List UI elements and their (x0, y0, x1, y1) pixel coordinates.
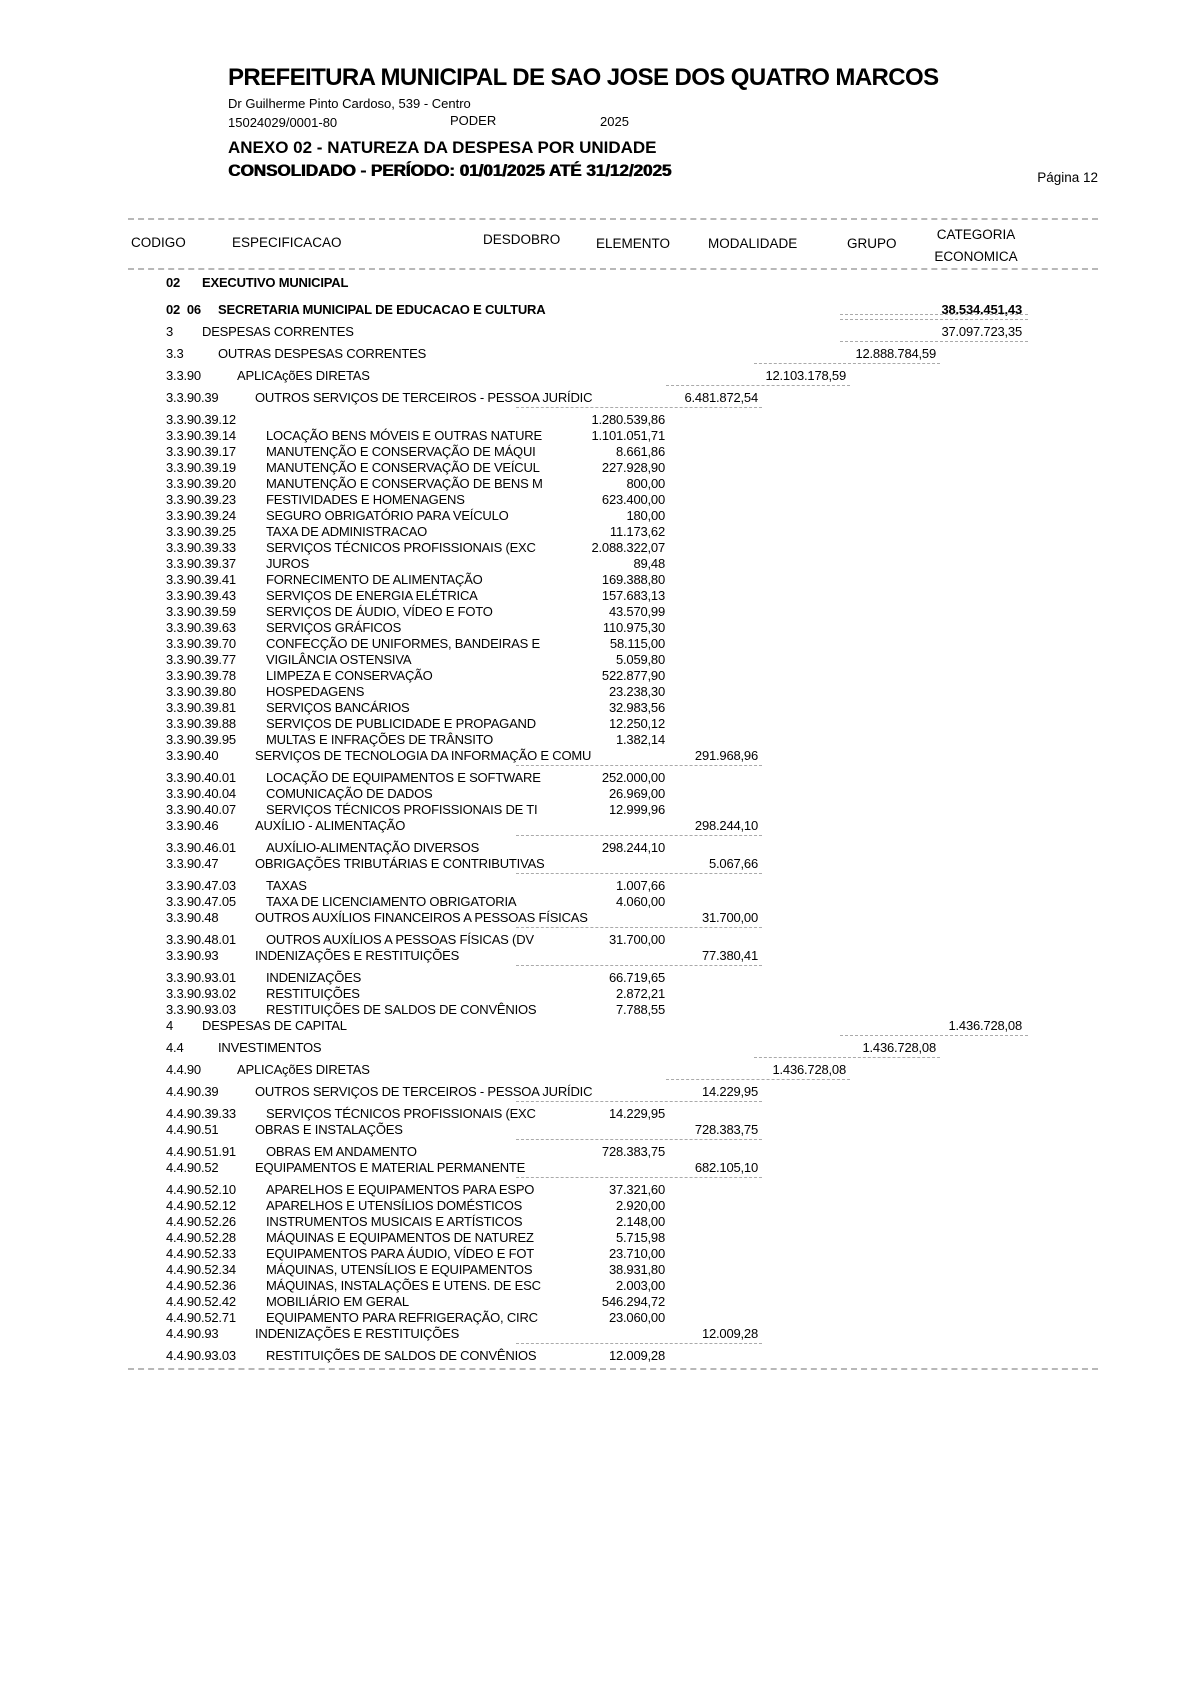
row-description: INDENIZAÇÕES (266, 970, 362, 985)
table-row (128, 785, 1098, 801)
row-code: 3.3.90.40.04 (166, 786, 236, 801)
entity-address: Dr Guilherme Pinto Cardoso, 539 - Centro (228, 96, 471, 111)
row-value-desdobro: 169.388,80 (601, 572, 665, 587)
row-code: 4.4.90.93 (166, 1326, 219, 1341)
row-value-desdobro: 546.294,72 (601, 1294, 665, 1309)
row-code: 3.3.90.47.03 (166, 878, 236, 893)
row-code: 4.4.90.52 (166, 1160, 219, 1175)
row-value-desdobro: 31.700,00 (608, 932, 665, 947)
row-code: 4.4.90.52.71 (166, 1310, 236, 1325)
table-row (128, 699, 1098, 715)
table-row (128, 443, 1098, 459)
row-description: TAXAS (266, 878, 307, 893)
row-value-desdobro: 14.229,95 (608, 1106, 665, 1121)
row-description: OUTROS AUXÍLIOS A PESSOAS FÍSICAS (DV (266, 932, 534, 947)
row-code: 3.3.90.39.14 (166, 428, 236, 443)
table-row (128, 571, 1098, 587)
row-value-categoria: 37.097.723,35 (941, 324, 1022, 339)
row-description: SERVIÇOS TÉCNICOS PROFISSIONAIS (EXC (266, 1106, 536, 1121)
subtotal-rule (840, 314, 1028, 320)
row-description: APARELHOS E UTENSÍLIOS DOMÉSTICOS (266, 1198, 523, 1213)
table-row (128, 931, 1098, 947)
table-row (128, 1017, 1098, 1036)
row-description: SERVIÇOS TÉCNICOS PROFISSIONAIS DE TI (266, 802, 538, 817)
row-code: 4.4.90.52.36 (166, 1278, 236, 1293)
row-code: 3.3.90.39.37 (166, 556, 236, 571)
row-code: 3.3.90.48 (166, 910, 219, 925)
table-row (128, 683, 1098, 699)
row-code: 3.3.90.39.12 (166, 412, 236, 427)
row-value-grupo: 1.436.728,08 (862, 1040, 936, 1055)
row-code: 3.3.90.47.05 (166, 894, 236, 909)
row-value-desdobro: 800,00 (626, 476, 665, 491)
row-code: 3.3.90.39.20 (166, 476, 236, 491)
row-code: 3.3.90 (166, 368, 201, 383)
table-row (128, 1001, 1098, 1017)
row-code: 02 06 (166, 302, 201, 317)
table-row (128, 389, 1098, 408)
row-code: 3.3.90.46.01 (166, 840, 236, 855)
row-code: 3.3.90.39.43 (166, 588, 236, 603)
table-row (128, 893, 1098, 909)
subtotal-rule (840, 1035, 1028, 1036)
table-row (128, 947, 1098, 966)
row-description: MANUTENÇÃO E CONSERVAÇÃO DE MÁQUI (266, 444, 536, 459)
subtotal-rule (516, 765, 762, 766)
row-code: 4.4.90.39.33 (166, 1106, 236, 1121)
row-value-modalidade: 12.103.178,59 (765, 368, 846, 383)
row-description: EQUIPAMENTOS PARA ÁUDIO, VÍDEO E FOT (266, 1246, 535, 1261)
row-description: MOBILIÁRIO EM GERAL (266, 1294, 409, 1309)
row-value-elemento: 12.009,28 (701, 1326, 758, 1341)
row-description: OUTROS SERVIÇOS DE TERCEIROS - PESSOA JURÍDIC (255, 1084, 593, 1099)
row-description: RESTITUIÇÕES DE SALDOS DE CONVÊNIOS (266, 1002, 537, 1017)
row-code: 3.3.90.93.03 (166, 1002, 236, 1017)
table-row (128, 1143, 1098, 1159)
row-code: 3.3 (166, 346, 184, 361)
row-value-grupo: 12.888.784,59 (855, 346, 936, 361)
table-row (128, 1181, 1098, 1197)
row-code: 4.4.90 (166, 1062, 201, 1077)
table-row (128, 651, 1098, 667)
row-description: OBRAS EM ANDAMENTO (266, 1144, 417, 1159)
row-description: COMUNICAÇÃO DE DADOS (266, 786, 433, 801)
table-row (128, 427, 1098, 443)
table-row (128, 969, 1098, 985)
table-row (128, 817, 1098, 836)
row-description: CONFECÇÃO DE UNIFORMES, BANDEIRAS E (266, 636, 540, 651)
row-description: HOSPEDAGENS (266, 684, 365, 699)
row-value-elemento: 298.244,10 (694, 818, 758, 833)
row-value-desdobro: 1.382,14 (615, 732, 665, 747)
table-row (128, 1105, 1098, 1121)
column-header-desdobro: DESDOBRO (483, 232, 561, 247)
subtotal-rule (516, 873, 762, 874)
table-row (128, 301, 1098, 320)
row-code: 3.3.90.39.33 (166, 540, 236, 555)
row-value-elemento: 77.380,41 (701, 948, 758, 963)
row-description: EQUIPAMENTOS E MATERIAL PERMANENTE (255, 1160, 526, 1175)
row-description: AUXÍLIO-ALIMENTAÇÃO DIVERSOS (266, 840, 480, 855)
table-row (128, 1061, 1098, 1080)
row-value-desdobro: 180,00 (626, 508, 665, 523)
row-code: 3.3.90.39.95 (166, 732, 236, 747)
row-value-desdobro: 298.244,10 (601, 840, 665, 855)
row-code: 4.4.90.93.03 (166, 1348, 236, 1363)
row-description: OUTROS SERVIÇOS DE TERCEIROS - PESSOA JURÍDIC (255, 390, 593, 405)
row-value-desdobro: 12.009,28 (608, 1348, 665, 1363)
row-code: 3.3.90.47 (166, 856, 219, 871)
row-value-elemento: 6.481.872,54 (684, 390, 758, 405)
row-code: 3.3.90.39.19 (166, 460, 236, 475)
table-row (128, 909, 1098, 928)
row-value-elemento: 682.105,10 (694, 1160, 758, 1175)
table-row (128, 1213, 1098, 1229)
row-code: 3.3.90.39.81 (166, 700, 236, 715)
row-description: OBRIGAÇÕES TRIBUTÁRIAS E CONTRIBUTIVAS (255, 856, 545, 871)
table-row (128, 323, 1098, 342)
row-description: LOCAÇÃO BENS MÓVEIS E OUTRAS NATURE (266, 428, 542, 443)
row-description: RESTITUIÇÕES DE SALDOS DE CONVÊNIOS (266, 1348, 537, 1363)
table-row (128, 367, 1098, 386)
table-row (128, 1197, 1098, 1213)
table-row (128, 345, 1098, 364)
row-description: RESTITUIÇÕES (266, 986, 360, 1001)
row-description: LIMPEZA E CONSERVAÇÃO (266, 668, 433, 683)
table-row (128, 985, 1098, 1001)
report-year: 2025 (600, 114, 629, 129)
row-value-desdobro: 2.088.322,07 (591, 540, 665, 555)
row-description: SERVIÇOS BANCÁRIOS (266, 700, 410, 715)
row-code: 3.3.90.39.41 (166, 572, 236, 587)
column-header-categoria-line1: CATEGORIA (936, 227, 1016, 242)
row-description: SERVIÇOS DE TECNOLOGIA DA INFORMAÇÃO E COMU (255, 748, 592, 763)
row-code: 4.4.90.52.10 (166, 1182, 236, 1197)
row-code: 3.3.90.48.01 (166, 932, 236, 947)
row-value-desdobro: 1.280.539,86 (591, 412, 665, 427)
row-value-desdobro: 1.007,66 (615, 878, 665, 893)
row-code: 4.4.90.52.28 (166, 1230, 236, 1245)
row-description: OUTRAS DESPESAS CORRENTES (218, 346, 427, 361)
row-description: AUXÍLIO - ALIMENTAÇÃO (255, 818, 406, 833)
row-description: SERVIÇOS GRÁFICOS (266, 620, 402, 635)
row-code: 3.3.90.39.78 (166, 668, 236, 683)
row-description: SERVIÇOS DE ENERGIA ELÉTRICA (266, 588, 478, 603)
row-value-desdobro: 37.321,60 (608, 1182, 665, 1197)
row-code: 4.4.90.51 (166, 1122, 219, 1137)
row-code: 3.3.90.40.07 (166, 802, 236, 817)
row-value-desdobro: 728.383,75 (601, 1144, 665, 1159)
row-description: JUROS (266, 556, 310, 571)
row-description: SECRETARIA MUNICIPAL DE EDUCACAO E CULTURA (218, 302, 546, 317)
row-code: 3.3.90.39.25 (166, 524, 236, 539)
row-value-desdobro: 2.872,21 (615, 986, 665, 1001)
row-value-desdobro: 12.999,96 (608, 802, 665, 817)
row-description: SERVIÇOS DE PUBLICIDADE E PROPAGAND (266, 716, 536, 731)
row-code: 4.4.90.39 (166, 1084, 219, 1099)
row-code: 3.3.90.39.17 (166, 444, 236, 459)
row-value-desdobro: 12.250,12 (608, 716, 665, 731)
row-code: 3.3.90.39.80 (166, 684, 236, 699)
row-value-desdobro: 522.877,90 (601, 668, 665, 683)
table-row (128, 1121, 1098, 1140)
column-header-categoria-line2: ECONOMICA (934, 249, 1018, 264)
table-row (128, 855, 1098, 874)
row-value-desdobro: 23.238,30 (608, 684, 665, 699)
row-value-desdobro: 157.683,13 (601, 588, 665, 603)
row-description: SERVIÇOS DE ÁUDIO, VÍDEO E FOTO (266, 604, 493, 619)
row-value-desdobro: 7.788,55 (615, 1002, 665, 1017)
row-value-desdobro: 23.060,00 (608, 1310, 665, 1325)
report-title: ANEXO 02 - NATUREZA DA DESPESA POR UNIDADE (228, 138, 657, 157)
table-row (128, 587, 1098, 603)
row-code: 3.3.90.39.63 (166, 620, 236, 635)
table-row (128, 459, 1098, 475)
divider-bottom (128, 1368, 1098, 1370)
row-description: OBRAS E INSTALAÇÕES (255, 1122, 403, 1137)
column-header-modalidade: MODALIDADE (708, 236, 798, 251)
row-description: SERVIÇOS TÉCNICOS PROFISSIONAIS (EXC (266, 540, 536, 555)
table-row (128, 731, 1098, 747)
row-value-desdobro: 66.719,65 (608, 970, 665, 985)
divider-top (128, 218, 1098, 220)
row-value-desdobro: 89,48 (633, 556, 665, 571)
column-header-codigo: CODIGO (131, 235, 186, 250)
row-description: SEGURO OBRIGATÓRIO PARA VEÍCULO (266, 508, 509, 523)
row-value-desdobro: 8.661,86 (615, 444, 665, 459)
row-description: INVESTIMENTOS (218, 1040, 322, 1055)
table-row (128, 603, 1098, 619)
row-value-modalidade: 1.436.728,08 (772, 1062, 846, 1077)
row-code: 3 (166, 324, 174, 339)
row-code: 3.3.90.39.88 (166, 716, 236, 731)
row-code: 3.3.90.93 (166, 948, 219, 963)
row-code: 4.4.90.52.12 (166, 1198, 236, 1213)
table-row (128, 715, 1098, 731)
row-value-elemento: 728.383,75 (694, 1122, 758, 1137)
table-row (128, 1293, 1098, 1309)
row-code: 3.3.90.93.02 (166, 986, 236, 1001)
table-row (128, 667, 1098, 683)
row-description: TAXA DE LICENCIAMENTO OBRIGATORIA (266, 894, 517, 909)
row-description: FESTIVIDADES E HOMENAGENS (266, 492, 465, 507)
table-row (128, 539, 1098, 555)
row-value-desdobro: 5.715,98 (615, 1230, 665, 1245)
row-code: 3.3.90.39.77 (166, 652, 236, 667)
subtotal-rule (666, 385, 850, 386)
row-value-elemento: 14.229,95 (701, 1084, 758, 1099)
row-value-desdobro: 2.920,00 (615, 1198, 665, 1213)
row-code: 3.3.90.40.01 (166, 770, 236, 785)
row-value-desdobro: 43.570,99 (608, 604, 665, 619)
table-row (128, 1347, 1098, 1363)
row-description: TAXA DE ADMINISTRACAO (266, 524, 427, 539)
row-description: INSTRUMENTOS MUSICAIS E ARTÍSTICOS (266, 1214, 523, 1229)
table-rows (128, 274, 1098, 1370)
row-code: 3.3.90.39.23 (166, 492, 236, 507)
table-row (128, 491, 1098, 507)
row-value-desdobro: 227.928,90 (601, 460, 665, 475)
subtotal-rule (516, 1101, 762, 1102)
table-row (128, 747, 1098, 766)
row-code: 4.4.90.51.91 (166, 1144, 236, 1159)
row-description: INDENIZAÇÕES E RESTITUIÇÕES (255, 1326, 460, 1341)
subtotal-rule (516, 1343, 762, 1344)
table-row (128, 619, 1098, 635)
table-row (128, 1229, 1098, 1245)
row-description: EXECUTIVO MUNICIPAL (202, 275, 349, 290)
row-description: OUTROS AUXÍLIOS FINANCEIROS A PESSOAS FÍSICAS (255, 910, 588, 925)
row-description: LOCAÇÃO DE EQUIPAMENTOS E SOFTWARE (266, 770, 541, 785)
row-description: EQUIPAMENTO PARA REFRIGERAÇÃO, CIRC (266, 1310, 538, 1325)
row-code: 4 (166, 1018, 174, 1033)
row-code: 3.3.90.39.70 (166, 636, 236, 651)
row-code: 4.4.90.52.33 (166, 1246, 236, 1261)
row-description: DESPESAS DE CAPITAL (202, 1018, 347, 1033)
table-row (128, 1083, 1098, 1102)
row-description: MANUTENÇÃO E CONSERVAÇÃO DE VEÍCUL (266, 460, 540, 475)
table-row (128, 1325, 1098, 1344)
table-row (128, 1159, 1098, 1178)
entity-name: PREFEITURA MUNICIPAL DE SAO JOSE DOS QUATRO MARCOS (228, 64, 939, 91)
row-value-desdobro: 32.983,56 (608, 700, 665, 715)
table-row (128, 769, 1098, 785)
table-row (128, 1277, 1098, 1293)
row-description: MULTAS E INFRAÇÕES DE TRÂNSITO (266, 732, 494, 747)
column-header-especificacao: ESPECIFICACAO (232, 235, 342, 250)
table-row (128, 839, 1098, 855)
subtotal-rule (516, 965, 762, 966)
column-header-grupo: GRUPO (847, 236, 897, 251)
row-code: 02 (166, 275, 181, 290)
row-code: 4.4.90.52.26 (166, 1214, 236, 1229)
row-code: 4.4.90.52.34 (166, 1262, 236, 1277)
row-code: 4.4 (166, 1040, 184, 1055)
row-value-desdobro: 38.931,80 (608, 1262, 665, 1277)
page-number: Página 12 (1037, 170, 1098, 185)
subtotal-rule (516, 1177, 762, 1178)
row-description: APARELHOS E EQUIPAMENTOS PARA ESPO (266, 1182, 535, 1197)
table-row (128, 411, 1098, 427)
row-value-desdobro: 26.969,00 (608, 786, 665, 801)
column-header-elemento: ELEMENTO (596, 236, 671, 251)
row-code: 3.3.90.46 (166, 818, 219, 833)
entity-registration: 15024029/0001-80 (228, 115, 338, 130)
row-value-desdobro: 58.115,00 (609, 636, 665, 651)
row-value-desdobro: 1.101.051,71 (591, 428, 665, 443)
row-code: 3.3.90.39.59 (166, 604, 236, 619)
row-value-elemento: 291.968,96 (694, 748, 758, 763)
table-row (128, 475, 1098, 491)
table-row (128, 1309, 1098, 1325)
subtotal-rule (516, 407, 762, 408)
table-row (128, 1261, 1098, 1277)
row-value-desdobro: 252.000,00 (601, 770, 665, 785)
row-code: 3.3.90.39.24 (166, 508, 236, 523)
report-subtitle: CONSOLIDADO - PERÍODO: 01/01/2025 ATÉ 31/12/2025 (228, 161, 672, 180)
row-value-desdobro: 5.059,80 (615, 652, 665, 667)
row-code: 3.3.90.40 (166, 748, 219, 763)
row-value-desdobro: 11.173,62 (609, 524, 665, 539)
row-description: VIGILÂNCIA OSTENSIVA (266, 652, 412, 667)
subtotal-rule (666, 1079, 850, 1080)
table-row (128, 507, 1098, 523)
table-row (128, 1039, 1098, 1058)
subtotal-rule (516, 835, 762, 836)
table-row (128, 635, 1098, 651)
row-value-desdobro: 4.060,00 (615, 894, 665, 909)
row-description: MÁQUINAS, INSTALAÇÕES E UTENS. DE ESC (266, 1278, 541, 1293)
table-row (128, 877, 1098, 893)
row-value-desdobro: 623.400,00 (601, 492, 665, 507)
row-value-categoria: 1.436.728,08 (948, 1018, 1022, 1033)
subtotal-rule (516, 927, 762, 928)
table-row (128, 801, 1098, 817)
row-value-desdobro: 2.148,00 (615, 1214, 665, 1229)
column-header-categoria-economica (922, 224, 1030, 268)
row-description: APLICAçõES DIRETAS (237, 368, 370, 383)
row-description: FORNECIMENTO DE ALIMENTAÇÃO (266, 572, 483, 587)
row-code: 3.3.90.39 (166, 390, 219, 405)
row-description: APLICAçõES DIRETAS (237, 1062, 370, 1077)
subtotal-rule (840, 341, 1028, 342)
row-value-elemento: 5.067,66 (708, 856, 758, 871)
row-value-desdobro: 2.003,00 (615, 1278, 665, 1293)
row-description: MÁQUINAS E EQUIPAMENTOS DE NATUREZ (266, 1230, 534, 1245)
subtotal-rule (516, 1139, 762, 1140)
row-description: DESPESAS CORRENTES (202, 324, 354, 339)
row-value-desdobro: 110.975,30 (602, 620, 665, 635)
table-row (128, 555, 1098, 571)
row-description: MANUTENÇÃO E CONSERVAÇÃO DE BENS M (266, 476, 543, 491)
row-code: 3.3.90.93.01 (166, 970, 236, 985)
poder-label: PODER (450, 113, 497, 128)
row-value-categoria: 38.534.451,43 (941, 302, 1022, 317)
table-row (128, 274, 1098, 301)
table-row (128, 523, 1098, 539)
subtotal-rule (754, 363, 940, 364)
divider-header-bottom (128, 268, 1098, 270)
table-row (128, 1245, 1098, 1261)
row-value-elemento: 31.700,00 (701, 910, 758, 925)
subtotal-rule (754, 1057, 940, 1058)
row-description: INDENIZAÇÕES E RESTITUIÇÕES (255, 948, 460, 963)
row-value-desdobro: 23.710,00 (608, 1246, 665, 1261)
row-code: 4.4.90.52.42 (166, 1294, 236, 1309)
row-description: MÁQUINAS, UTENSÍLIOS E EQUIPAMENTOS (266, 1262, 533, 1277)
